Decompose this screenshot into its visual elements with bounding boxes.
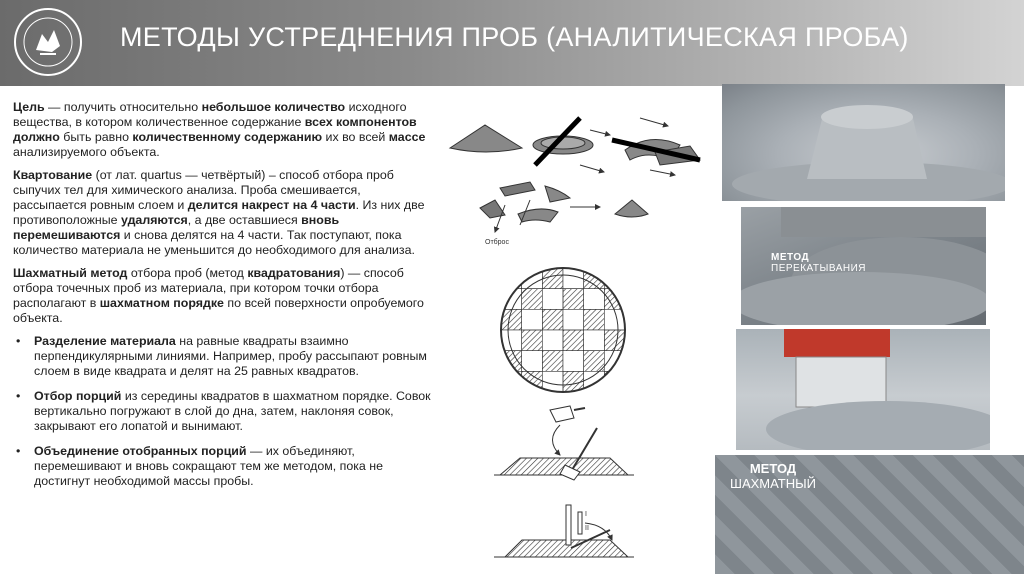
svg-text:I: I xyxy=(585,511,587,518)
page-title: МЕТОДЫ УСТРЕДНЕНИЯ ПРОБ (АНАЛИТИЧЕСКАЯ ПРОБА) xyxy=(120,22,909,52)
checker-cell xyxy=(522,289,543,310)
methods-diagram xyxy=(440,95,705,575)
checker-cell xyxy=(522,371,543,392)
checker-cell xyxy=(604,351,625,372)
university-logo xyxy=(12,6,84,78)
checker-cell xyxy=(522,309,543,330)
chess-paragraph: Шахматный метод отбора проб (метод квадратования) — способ отбора точечных проб из материала, при котором точки отбора располагают в шахматном порядке по всей поверхности опробуемого объекта. xyxy=(13,266,424,325)
quartering-paragraph: Квартование (от лат. quartus — четвёртый) – способ отбора проб сыпучих тел для химического анализа. Проба смешивается, рассыпается ровным слоем и делится накрест на 4 части. Из них две противоположные удаляются, а две оставшиеся вновь перемешиваются и снова делятся на 4 части. Так поступают, пока количество материала не уменьшится до необходимого для анализа. xyxy=(13,168,425,257)
photo-scraper xyxy=(736,329,990,450)
checker-cell xyxy=(522,351,543,372)
checker-cell xyxy=(584,330,605,351)
scoop-diagram-2 xyxy=(494,505,634,557)
description-text xyxy=(13,100,433,499)
checker-cell xyxy=(604,289,625,310)
checker-cell xyxy=(542,330,563,351)
list-item: • Объединение отобранных порций — их объединяют, перемешивают и вновь сокращают тем же методом, пока не достигнут необходимой массы пробы. xyxy=(13,444,433,489)
checker-cell xyxy=(522,330,543,351)
checker-cell xyxy=(522,268,543,289)
photo-caption: МЕТОД ШАХМАТНЫЙ xyxy=(730,461,816,491)
list-item: • Разделение материала на равные квадраты взаимно перпендикулярными линиями. Например, пробу рассыпают ровным слоем в виде квадрата и делят на 25 равных квадратов. xyxy=(13,334,433,379)
checker-cell xyxy=(563,309,584,330)
checker-cell xyxy=(584,351,605,372)
checker-cell xyxy=(563,351,584,372)
checker-cell xyxy=(542,309,563,330)
goal-paragraph: Цель — получить относительно небольшое количество исходного вещества, в котором количественное содержание всех компонентов должно быть равно количественному содержанию их во всей массе анализируемого объекта. xyxy=(13,100,426,159)
checker-cell xyxy=(563,289,584,310)
checker-cell xyxy=(542,289,563,310)
title-bar xyxy=(0,0,1024,86)
photo-chess-method xyxy=(715,455,1024,574)
checker-cell xyxy=(584,309,605,330)
checker-cell xyxy=(501,289,522,310)
photo-cone-sample xyxy=(722,84,1005,201)
svg-text:Отброс: Отброс xyxy=(485,239,509,246)
checker-cell xyxy=(542,351,563,372)
checkerboard-diagram xyxy=(501,268,625,392)
photo-rolling-method xyxy=(741,207,986,325)
checker-cell xyxy=(501,351,522,372)
checker-cell xyxy=(584,371,605,392)
photo-caption: МЕТОД ПЕРЕКАТЫВАНИЯ xyxy=(771,252,867,274)
scraper-image xyxy=(736,329,990,450)
svg-text:II: II xyxy=(585,525,589,532)
steps-list xyxy=(13,334,433,489)
checker-cell xyxy=(563,330,584,351)
checker-cell xyxy=(584,268,605,289)
list-item: • Отбор порций из середины квадратов в шахматном порядке. Совок вертикально погружают в слой до дна, затем, наклоняя совок, закрывают его лопатой и вынимают. xyxy=(13,389,433,434)
checker-cell xyxy=(584,289,605,310)
quartering-diagram xyxy=(450,118,700,246)
scoop-diagram xyxy=(494,406,634,480)
powder-cone-image xyxy=(722,84,1005,201)
